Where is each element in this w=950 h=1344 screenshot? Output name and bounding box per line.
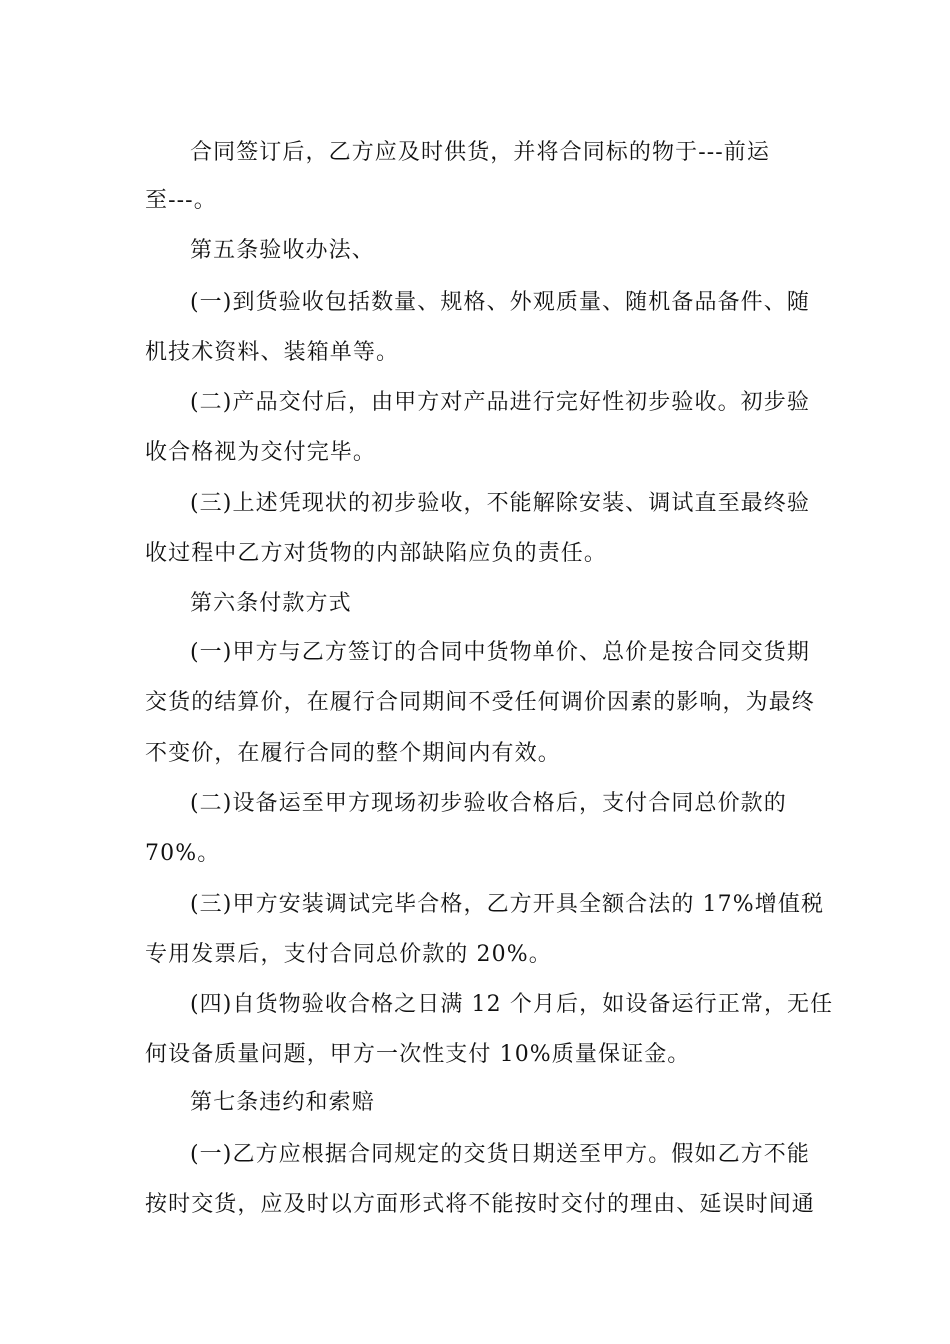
- paragraph-line: 70%。: [145, 841, 221, 866]
- paragraph-line: 不变价，在履行合同的整个期间内有效。: [145, 741, 561, 766]
- paragraph-line: (二)设备运至甲方现场初步验收合格后，支付合同总价款的: [190, 791, 787, 816]
- paragraph-line: 收合格视为交付完毕。: [145, 440, 377, 465]
- paragraph-line: 交货的结算价，在履行合同期间不受任何调价因素的影响，为最终: [145, 690, 815, 715]
- paragraph-line: 机技术资料、装箱单等。: [145, 340, 400, 365]
- paragraph-line: (一)乙方应根据合同规定的交货日期送至甲方。假如乙方不能: [190, 1142, 810, 1167]
- section-heading: 第六条付款方式: [190, 591, 352, 616]
- paragraph-line: (一)到货验收包括数量、规格、外观质量、随机备品备件、随: [190, 290, 810, 315]
- paragraph-line: 收过程中乙方对货物的内部缺陷应负的责任。: [145, 541, 608, 566]
- paragraph-line: (一)甲方与乙方签订的合同中货物单价、总价是按合同交货期: [190, 640, 810, 665]
- paragraph-line: (三)上述凭现状的初步验收，不能解除安装、调试直至最终验: [190, 491, 810, 516]
- paragraph-line: 专用发票后，支付合同总价款的 20%。: [145, 942, 552, 967]
- paragraph-line: 至---。: [145, 188, 217, 213]
- paragraph-line: (二)产品交付后，由甲方对产品进行完好性初步验收。初步验: [190, 390, 810, 415]
- paragraph-line: (四)自货物验收合格之日满 12 个月后，如设备运行正常，无任: [190, 992, 834, 1017]
- section-heading: 第五条验收办法、: [190, 238, 375, 263]
- paragraph-line: 合同签订后，乙方应及时供货，并将合同标的物于---前运: [190, 140, 771, 165]
- section-heading: 第七条违约和索赔: [190, 1090, 375, 1115]
- paragraph-line: 何设备质量问题，甲方一次性支付 10%质量保证金。: [145, 1042, 691, 1067]
- paragraph-line: 按时交货，应及时以方面形式将不能按时交付的理由、延误时间通: [145, 1192, 815, 1217]
- paragraph-line: (三)甲方安装调试完毕合格，乙方开具全额合法的 17%增值税: [190, 892, 825, 917]
